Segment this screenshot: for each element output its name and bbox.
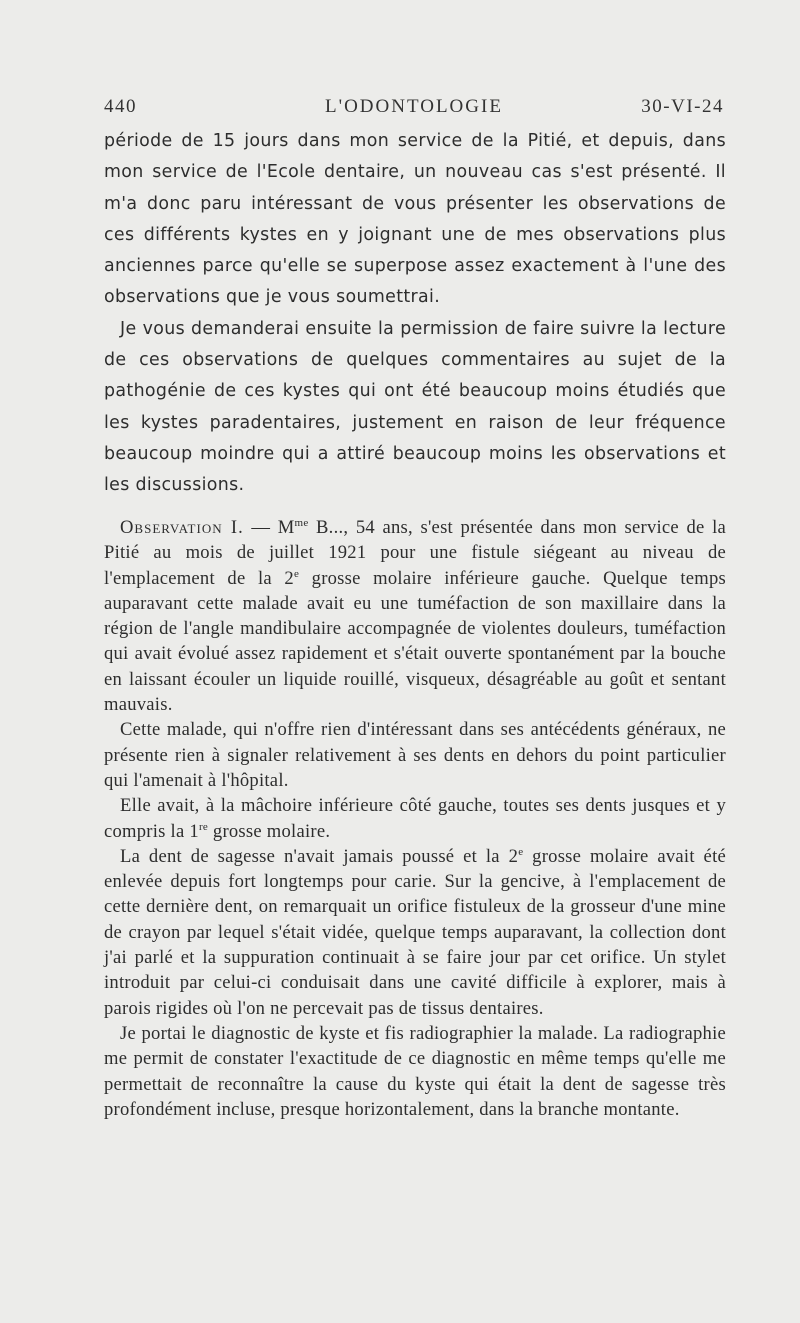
running-head	[104, 96, 724, 122]
observation-paragraph	[104, 793, 726, 844]
ordinal-number: 1	[189, 820, 199, 842]
dash: —	[251, 517, 271, 538]
intro-paragraph: période de 15 jours dans mon service de la Pitié, et depuis, dans mon service de l'Ecole dentaire, un nouveau cas s'est présenté. Il m'a donc paru intéressant de vous présenter les observations de ces différents kystes en y joignant une de mes observations plus anciennes parce qu'elle se superpose assez exactement à l'une des observations que je vous soumettrai.	[104, 131, 726, 308]
observation-text: 54 ans, s'est présentée dans mon service de la Pitié au mois de juillet 1921 pour une fistule siégeant au niveau de l'emplacement de la	[104, 517, 726, 589]
observation-text: grosse molaire inférieure gauche. Quelque temps auparavant cette malade avait eu une tuméfaction de son maxillaire dans la région de l'angle mandibulaire accompagnée de violentes douleurs, tuméfaction qui avait évolué assez rapidement et s'était ouverte spontanément par la bouche en laissant écouler un liquide rouillé, visqueux, désagréable au goût et sentant mauvais.	[104, 567, 726, 716]
intro-text	[104, 126, 726, 502]
patient-prefix: M	[277, 517, 295, 538]
ordinal-sup: e	[518, 845, 524, 858]
ordinal-number: 2	[284, 567, 294, 589]
observation-text: Elle avait, à la mâchoire inférieure côté gauche, toutes ses dents jusques et y compris la	[104, 795, 726, 842]
observation-text: grosse molaire avait été enlevée depuis fort longtemps pour carie. Sur la gencive, à l'emplacement de cette dernière dent, on remarquait un orifice fistuleux de la grosseur d'une mine de crayon par lequel s'était vidée, quelque temps auparavant, la collection dont j'ai parlé et la suppuration continuait à se faire jour par cet orifice. Un stylet introduit par celui-ci conduisait dans une cavité difficile à explorer, mais à parois rigides où l'on ne percevait pas de tissus dentaires.	[104, 845, 726, 1019]
observation-paragraph	[104, 844, 726, 1021]
patient-sup: me	[294, 516, 309, 529]
observation-label: Observation I.	[120, 517, 244, 538]
observation-section	[104, 515, 726, 1122]
observation-paragraph: Cette malade, qui n'offre rien d'intéressant dans ses antécédents généraux, ne présente rien à signaler relativement à ses dents en dehors du point particulier qui l'amenait à l'hôpital.	[104, 719, 726, 791]
page-number: 440	[104, 96, 137, 117]
observation-paragraph: Je portai le diagnostic de kyste et fis radiographier la malade. La radiographie me permit de constater l'exactitude de ce diagnostic en même temps qu'elle me permettait de reconnaître la cause du kyste qui était la dent de sagesse très profondément incluse, presque horizontalement, dans la branche montante.	[104, 1022, 726, 1120]
ordinal-sup: e	[293, 567, 300, 580]
patient-name: B...,	[316, 517, 349, 538]
intro-paragraph: Je vous demanderai ensuite la permission de faire suivre la lecture de ces observations de quelques commentaires au sujet de la pathogénie de ces kystes qui ont été beaucoup moins étudiés que les kystes paradentaires, justement en raison de leur fréquence beaucoup moindre qui a attiré beaucoup moins les observations et les discussions.	[104, 318, 726, 496]
issue-date: 30-VI-24	[641, 96, 724, 117]
journal-title: L'ODONTOLOGIE	[325, 96, 503, 117]
ordinal-number: 2	[508, 845, 519, 867]
observation-paragraph	[104, 515, 726, 717]
observation-text: grosse molaire.	[212, 820, 331, 842]
ordinal-sup: re	[198, 820, 208, 833]
observation-text: La dent de sagesse n'avait jamais poussé et la	[120, 845, 500, 867]
